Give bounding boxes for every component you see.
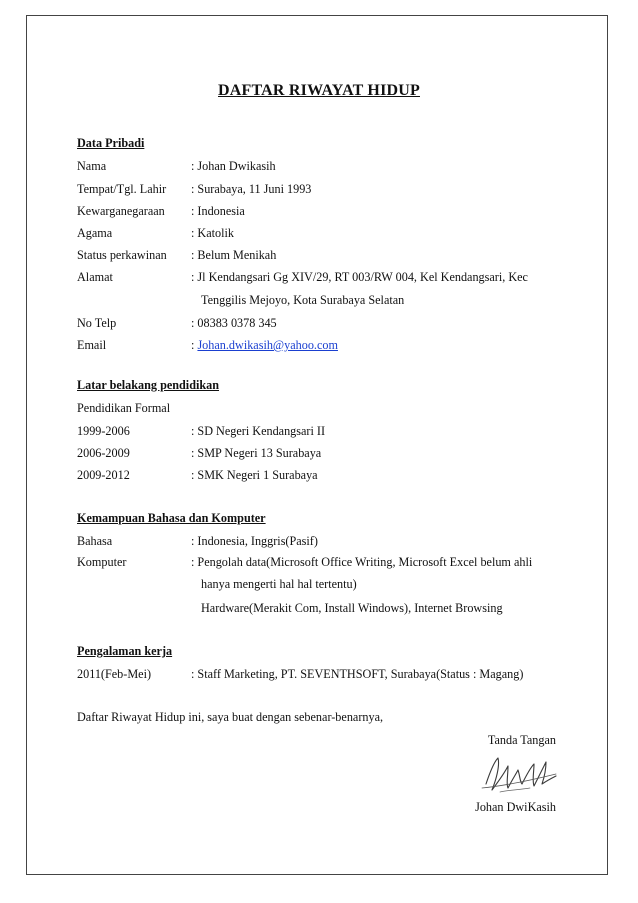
label-edu-3: 2009-2012	[77, 468, 130, 482]
label-bahasa: Bahasa	[77, 534, 113, 548]
value-email-row	[191, 338, 338, 353]
closing-statement: Daftar Riwayat Hidup ini, saya buat dengan sebenar-benarnya,	[77, 710, 384, 724]
value-nama: : Johan Dwikasih	[191, 159, 276, 173]
page-title: DAFTAR RIWAYAT HIDUP	[218, 82, 420, 99]
signature-image	[478, 752, 560, 798]
section-heading-skills: Kemampuan Bahasa dan Komputer	[77, 511, 266, 525]
education-subheading: Pendidikan Formal	[77, 401, 171, 415]
section-heading-experience: Pengalaman kerja	[77, 644, 173, 658]
email-prefix: :	[191, 338, 198, 352]
label-status: Status perkawinan	[77, 248, 167, 262]
label-edu-2: 2006-2009	[77, 446, 130, 460]
value-alamat-cont: Tenggilis Mejoyo, Kota Surabaya Selatan	[201, 293, 405, 307]
label-komputer: Komputer	[77, 555, 127, 569]
value-komputer: : Pengolah data(Microsoft Office Writing, Microsoft Excel belum ahli	[191, 555, 533, 569]
signature-label: Tanda Tangan	[487, 733, 556, 747]
value-komputer-cont: hanya mengerti hal hal tertentu)	[201, 577, 357, 591]
value-kewarganegaraan: : Indonesia	[191, 204, 245, 218]
label-alamat: Alamat	[77, 270, 113, 284]
signatory-name: Johan DwiKasih	[475, 800, 556, 814]
label-ttl: Tempat/Tgl. Lahir	[77, 182, 167, 196]
label-agama: Agama	[77, 226, 113, 240]
value-alamat: : Jl Kendangsari Gg XIV/29, RT 003/RW 004, Kel Kendangsari, Kec	[191, 270, 528, 284]
label-telp: No Telp	[77, 316, 117, 330]
value-bahasa: : Indonesia, Inggris(Pasif)	[191, 534, 318, 548]
label-kewarganegaraan: Kewarganegaraan	[77, 204, 165, 218]
value-exp-1: : Staff Marketing, PT. SEVENTHSOFT, Surabaya(Status : Magang)	[191, 667, 524, 681]
value-agama: : Katolik	[191, 226, 234, 240]
section-heading-education: Latar belakang pendidikan	[77, 378, 220, 392]
section-heading-personal: Data Pribadi	[77, 136, 145, 150]
label-exp-1: 2011(Feb-Mei)	[77, 667, 152, 681]
value-status: : Belum Menikah	[191, 248, 277, 262]
value-edu-3: : SMK Negeri 1 Surabaya	[191, 468, 318, 482]
label-nama: Nama	[77, 159, 107, 173]
value-edu-1: : SD Negeri Kendangsari II	[191, 424, 326, 438]
value-komputer-cont2: Hardware(Merakit Com, Install Windows), Internet Browsing	[201, 601, 503, 615]
label-edu-1: 1999-2006	[77, 424, 130, 438]
value-edu-2: : SMP Negeri 13 Surabaya	[191, 446, 322, 460]
email-link[interactable]: Johan.dwikasih@yahoo.com	[197, 338, 338, 352]
value-ttl: : Surabaya, 11 Juni 1993	[191, 182, 312, 196]
value-telp: : 08383 0378 345	[191, 316, 277, 330]
label-email: Email	[77, 338, 107, 352]
